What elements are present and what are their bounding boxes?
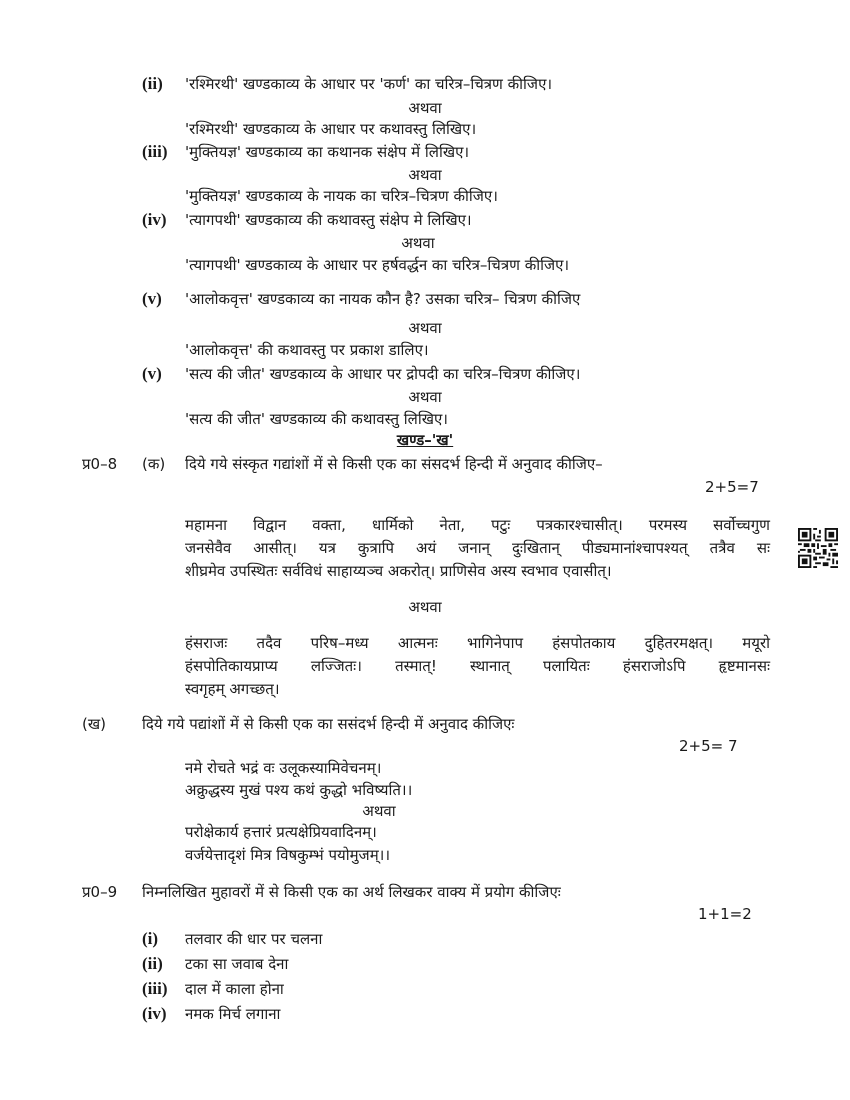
passage-line: हंसराजः तदैव परिष–मध्य आत्मनः भागिनेपाप हंसपोतकाय दुहितरमक्षत्। मयूरो [185,634,770,652]
question-alt-text: 'त्यागपथी' खण्डकाव्य के आधार पर हर्षवर्द्धन का चरित्र–चित्रण कीजिए। [185,256,570,274]
question-number: (v) [142,364,162,383]
question-text: दिये गये संस्कृत गद्यांशों में से किसी एक का संसदर्भ हिन्दी में अनुवाद कीजिए– [185,455,603,473]
question-alt-text: 'आलोकवृत्त' की कथावस्तु पर प्रकाश डालिए। [185,341,429,359]
idiom-text: नमक मिर्च लगाना [185,1005,281,1023]
or-label: अथवा [401,234,435,252]
marks: 1+1=2 [698,905,752,923]
passage-line: हंसपोतिकायप्राप्य लज्जितः। तस्मात्! स्थानात् पलायितः हंसराजोऽपि हृष्टमानसः [185,657,770,675]
question-alt-text: 'मुक्तियज्ञ' खण्डकाव्य के नायक का चरित्र–चित्रण कीजिए। [185,187,498,205]
passage-line: शीघ्रमेव उपस्थितः सर्वविधं साहाय्यञ्च अकरोत्। प्राणिसेव अस्य स्वभाव एवासीत्। [185,562,612,580]
question-text: दिये गये पद्यांशों में से किसी एक का ससंदर्भ हिन्दी में अनुवाद कीजिएः [142,715,515,733]
or-label: अथवा [362,802,396,820]
idiom-number: (ii) [142,954,163,973]
or-label: अथवा [408,388,442,406]
verse-line: वर्जयेत्तादृशं मित्र विषकुम्भं पयोमुजम्।। [185,846,391,864]
passage-line: महामना विद्वान वक्ता, धार्मिको नेता, पटुः पत्रकारश्चासीत्। परमस्य सर्वोच्चगुण [185,516,770,534]
idiom-number: (i) [142,929,159,948]
marks: 2+5=7 [705,478,759,496]
verse-line: परोक्षेकार्य हत्तारं प्रत्यक्षेप्रियवादिनम्। [185,823,377,841]
passage-line: स्वगृहम् अगच्छत्। [185,680,280,698]
idiom-text: तलवार की धार पर चलना [185,930,323,948]
question-text: 'मुक्तियज्ञ' खण्डकाव्य का कथानक संक्षेप में लिखिए। [185,143,470,161]
or-label: अथवा [408,99,442,117]
question-alt-text: 'सत्य की जीत' खण्डकाव्य की कथावस्तु लिखिए। [185,410,448,428]
idiom-text: टका सा जवाब देना [185,955,289,973]
marks: 2+5= 7 [679,737,738,755]
question-text: 'सत्य की जीत' खण्डकाव्य के आधार पर द्रोपदी का चरित्र–चित्रण कीजिए। [185,365,581,383]
question-text: निम्नलिखित मुहावरों में से किसी एक का अर्थ लिखकर वाक्य में प्रयोग कीजिएः [142,883,561,901]
qr-code-icon [798,528,838,568]
idiom-text: दाल में काला होना [185,980,284,998]
question-label: प्र0–8 [82,455,118,473]
question-number: (ii) [142,74,163,93]
or-label: अथवा [408,166,442,184]
passage-line: जनसेवैव आसीत्। यत्र कुत्रापि अयं जनान् दुःखितान् पीड्यमानांश्चापश्यत् तत्रैव सः [185,539,770,557]
question-text: 'त्यागपथी' खण्डकाव्य की कथावस्तु संक्षेप मे लिखिए। [185,211,472,229]
question-text: 'आलोकवृत्त' खण्डकाव्य का नायक कौन है? उसका चरित्र– चित्रण कीजिए [185,290,581,308]
sub-question-label: (क) [142,455,166,473]
idiom-number: (iii) [142,979,168,998]
verse-line: नमे रोचते भद्रं वः उलूकस्यामिवेचनम्। [185,759,382,777]
section-heading: खण्ड–'ख' [396,431,454,449]
or-label: अथवा [408,319,442,337]
sub-question-label: (ख) [82,715,106,733]
idiom-number: (iv) [142,1004,167,1023]
question-alt-text: 'रश्मिरथी' खण्डकाव्य के आधार पर कथावस्तु लिखिए। [185,120,477,138]
question-number: (v) [142,289,162,308]
question-text: 'रश्मिरथी' खण्डकाव्य के आधार पर 'कर्ण' का चरित्र–चित्रण कीजिए। [185,75,553,93]
question-label: प्र0–9 [82,883,118,901]
verse-line: अक्रुद्धस्य मुखं पश्य कथं कुद्धो भविष्यति।। [185,781,413,799]
question-number: (iv) [142,210,167,229]
or-label: अथवा [408,598,442,616]
question-number: (iii) [142,142,168,161]
